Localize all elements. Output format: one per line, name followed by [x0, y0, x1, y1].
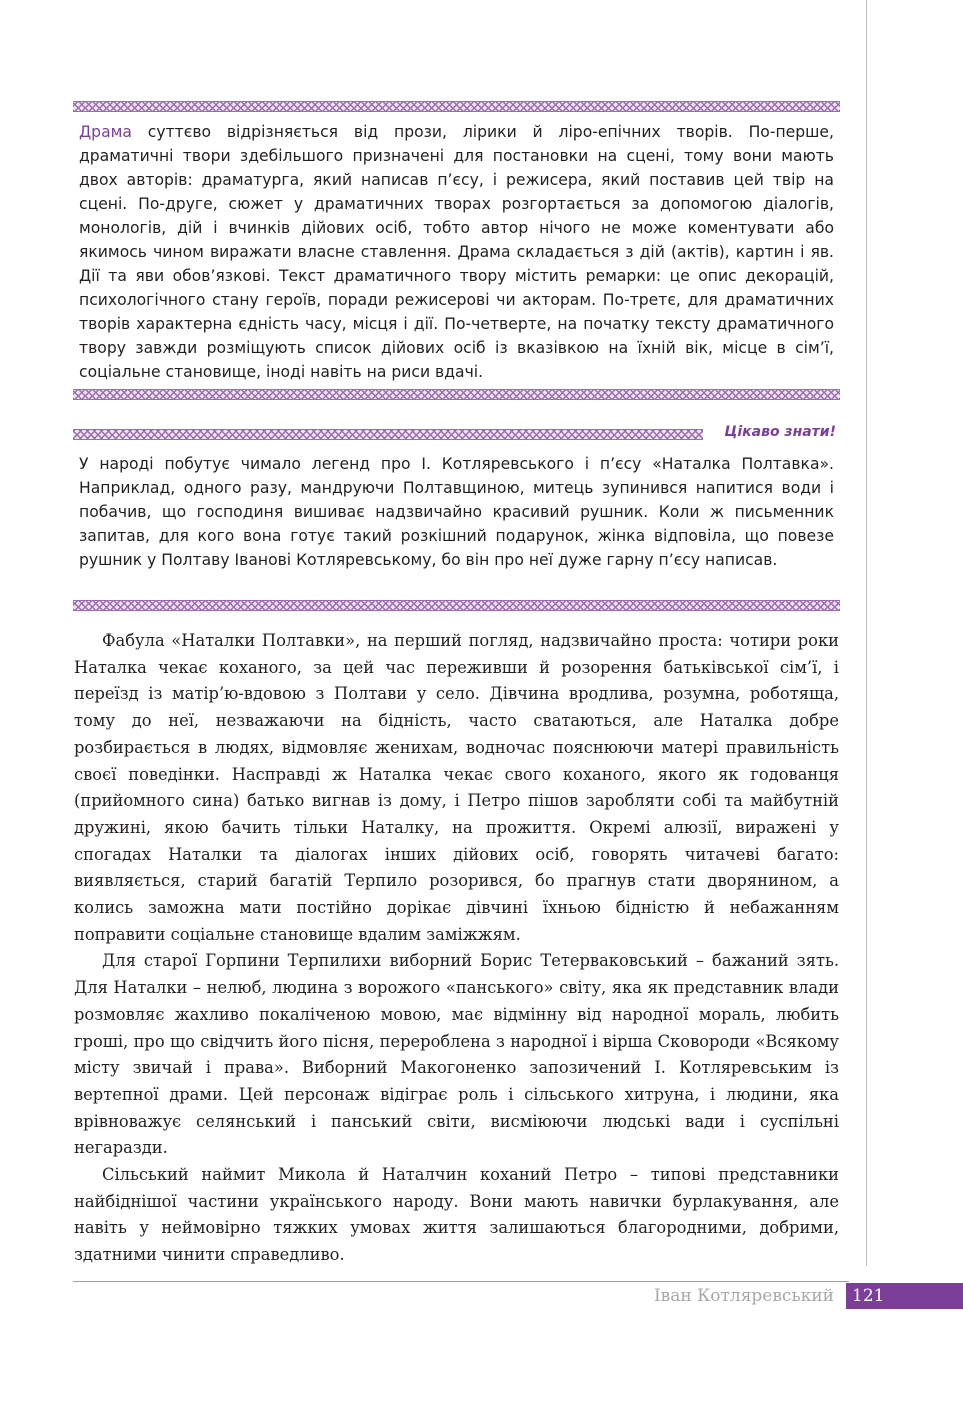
ornament-border-top	[73, 101, 840, 112]
footer-rule	[73, 1281, 849, 1282]
interest-box-text: У народі побутує чимало легенд про І. Котляревського і п’єсу «Наталка Полтавка». Наприклад, одного разу, мандруючи Полтавщиною, митець зупинився напитися води і побачив, що господиня вишиває надзвичайно красивий рушник. Коли ж письменник запитав, для кого вона готує такий розкішний подарунок, жінка відповіла, що повезе рушник у Полтаву Іванові Котляревському, бо він про неї дуже гарну п’єсу написав.	[79, 455, 834, 569]
main-paragraph: Для старої Горпини Терпилихи виборний Борис Тетерваковський – бажаний зять. Для Наталки – нелюб, людина з ворожого «панського» світу, яка як представник влади розмовляє жахливо покаліченою мовою, має відмінну від народної мораль, любить гроші, про що свідчить його пісня, перероблена з народної і вірша Сковороди «Всякому місту звичай і права». Виборний Макогоненко запозичений І. Котляревським із вертепної драми. Цей персонаж відіграє роль і сільського хитруна, і людини, яка врівноважує селянський і панський світи, висміюючи людські вади і суспільні негаразди.	[74, 951, 839, 1158]
drama-definition-box	[79, 120, 834, 384]
right-margin-rule	[866, 0, 867, 1266]
interest-box-title: Цікаво знати!	[724, 424, 836, 440]
page-number-badge: 121	[846, 1283, 963, 1309]
main-paragraph: Сільський наймит Микола й Наталчин коханий Петро – типові представники найбіднішої частини українського народу. Вони мають навички бурлакування, але навіть у неймовірно тяжких умовах життя залишаються благородними, добрими, здатними чинити справедливо.	[74, 1165, 839, 1265]
main-paragraph: Фабула «Наталки Полтавки», на перший погляд, надзвичайно проста: чотири роки Наталка чекає коханого, за цей час переживши й розорення батьківської сім’ї, і переїзд із матір’ю-вдовою з Полтави у село. Дівчина вродлива, розумна, роботяща, тому до неї, незважаючи на бідність, часто сватаються, але Наталка добре розбирається в людях, відмовляє женихам, водночас пояснюючи матері правильність своєї поведінки. Насправді ж Наталка чекає свого коханого, якого як годованця (прийомного сина) батько вигнав із дому, і Петро пішов заробляти собі та майбутній дружині, якою бачить тільки Наталку, на прожиття. Окремі алюзії, виражені у спогадах Наталки та діалогах інших дійових осіб, говорять читачеві багато: виявляється, старий багатій Терпило розорився, бо прагнув стати дворянином, а колись заможна мати постійно дорікає дівчині їхньою бідністю й небажанням поправити соціальне становище вдалим заміжжям.	[74, 631, 839, 944]
ornament-border-interest-top	[73, 429, 703, 440]
main-text	[74, 628, 839, 1269]
running-footer-author: Іван Котляревський	[653, 1286, 834, 1306]
drama-definition-text: суттєво відрізняється від прози, лірики й ліро-епічних творів. По-перше, драматичні твори здебільшого призначені для постановки на сцені, тому вони мають двох авторів: драматурга, який написав п’єсу, і режисера, який поставив цей твір на сцені. По-друге, сюжет у драматичних творах розгортається за допомогою діалогів, монологів, дій і вчинків дійових осіб, тобто автор нічого не може коментувати або якимось чином виражати власне ставлення. Драма складається з дій (актів), картин і яв. Дії та яви обов’язкові. Текст драматичного твору містить ремарки: це опис декорацій, психологічного стану героїв, поради режисерові чи акторам. По-третє, для драматичних творів характерна єдність часу, місця і дії. По-четверте, на початку тексту драматичного твору завжди розміщують список дійових осіб із вказівкою на їхній вік, місце в сім’ї, соціальне становище, іноді навіть на риси вдачі.	[79, 123, 834, 381]
drama-term: Драма	[79, 123, 132, 141]
ornament-border-bottom	[73, 389, 840, 400]
ornament-border-interest-bottom	[73, 600, 840, 611]
